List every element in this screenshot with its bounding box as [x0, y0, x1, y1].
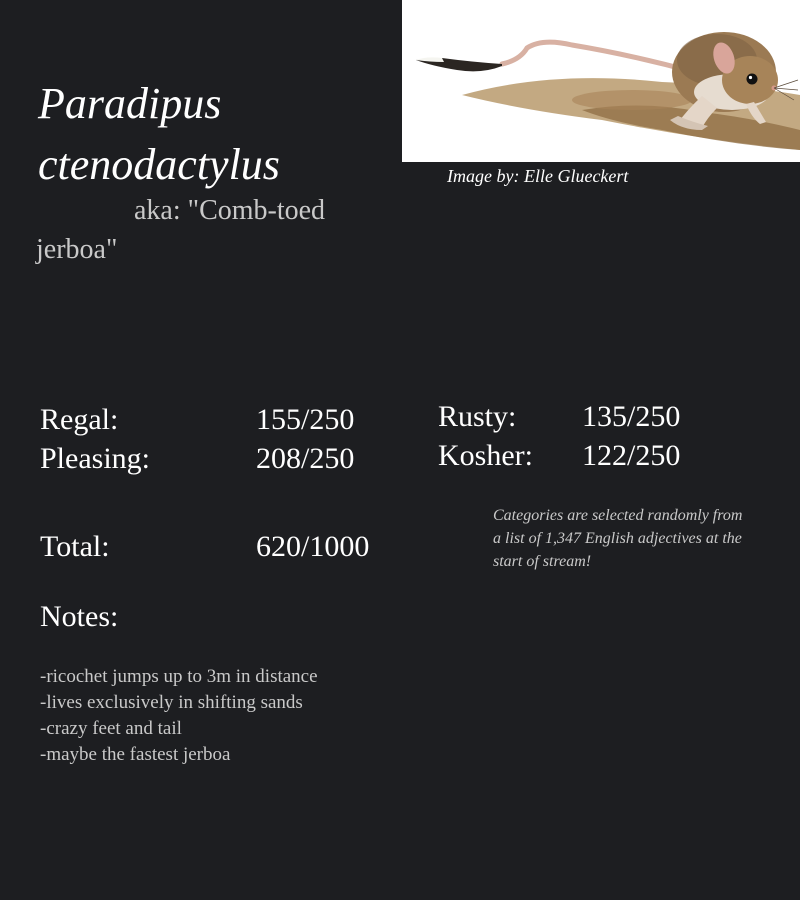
species-name-line1: Paradipus: [38, 79, 222, 128]
common-name-line2: jerboa": [36, 234, 118, 265]
score-value-regal: 155/250: [256, 403, 355, 436]
notes-list: [40, 664, 318, 768]
note-item: -lives exclusively in shifting sands: [40, 692, 303, 713]
score-value-rusty: 135/250: [582, 400, 681, 433]
score-label-pleasing: Pleasing:: [40, 442, 150, 475]
common-name-line1: aka: "Comb-toed: [134, 195, 326, 226]
score-value-pleasing: 208/250: [256, 442, 355, 475]
note-item: -maybe the fastest jerboa: [40, 744, 231, 765]
score-label-regal: Regal:: [40, 403, 119, 436]
score-label-rusty: Rusty:: [438, 400, 517, 433]
total-label: Total:: [40, 530, 110, 563]
score-value-kosher: 122/250: [582, 439, 681, 472]
species-name-line2: ctenodactylus: [38, 140, 280, 189]
note-item: -ricochet jumps up to 3m in distance: [40, 666, 318, 687]
image-credit: Image by: Elle Glueckert: [447, 166, 629, 186]
jerboa-drawing: [402, 0, 800, 162]
notes-heading: Notes:: [40, 600, 119, 633]
categories-footnote: Categories are selected randomly from a list of 1,347 English adjectives at the start of stream!: [493, 507, 743, 570]
score-label-kosher: Kosher:: [438, 439, 533, 472]
jerboa-illustration: [402, 0, 800, 162]
total-value: 620/1000: [256, 530, 370, 563]
note-item: -crazy feet and tail: [40, 718, 182, 739]
